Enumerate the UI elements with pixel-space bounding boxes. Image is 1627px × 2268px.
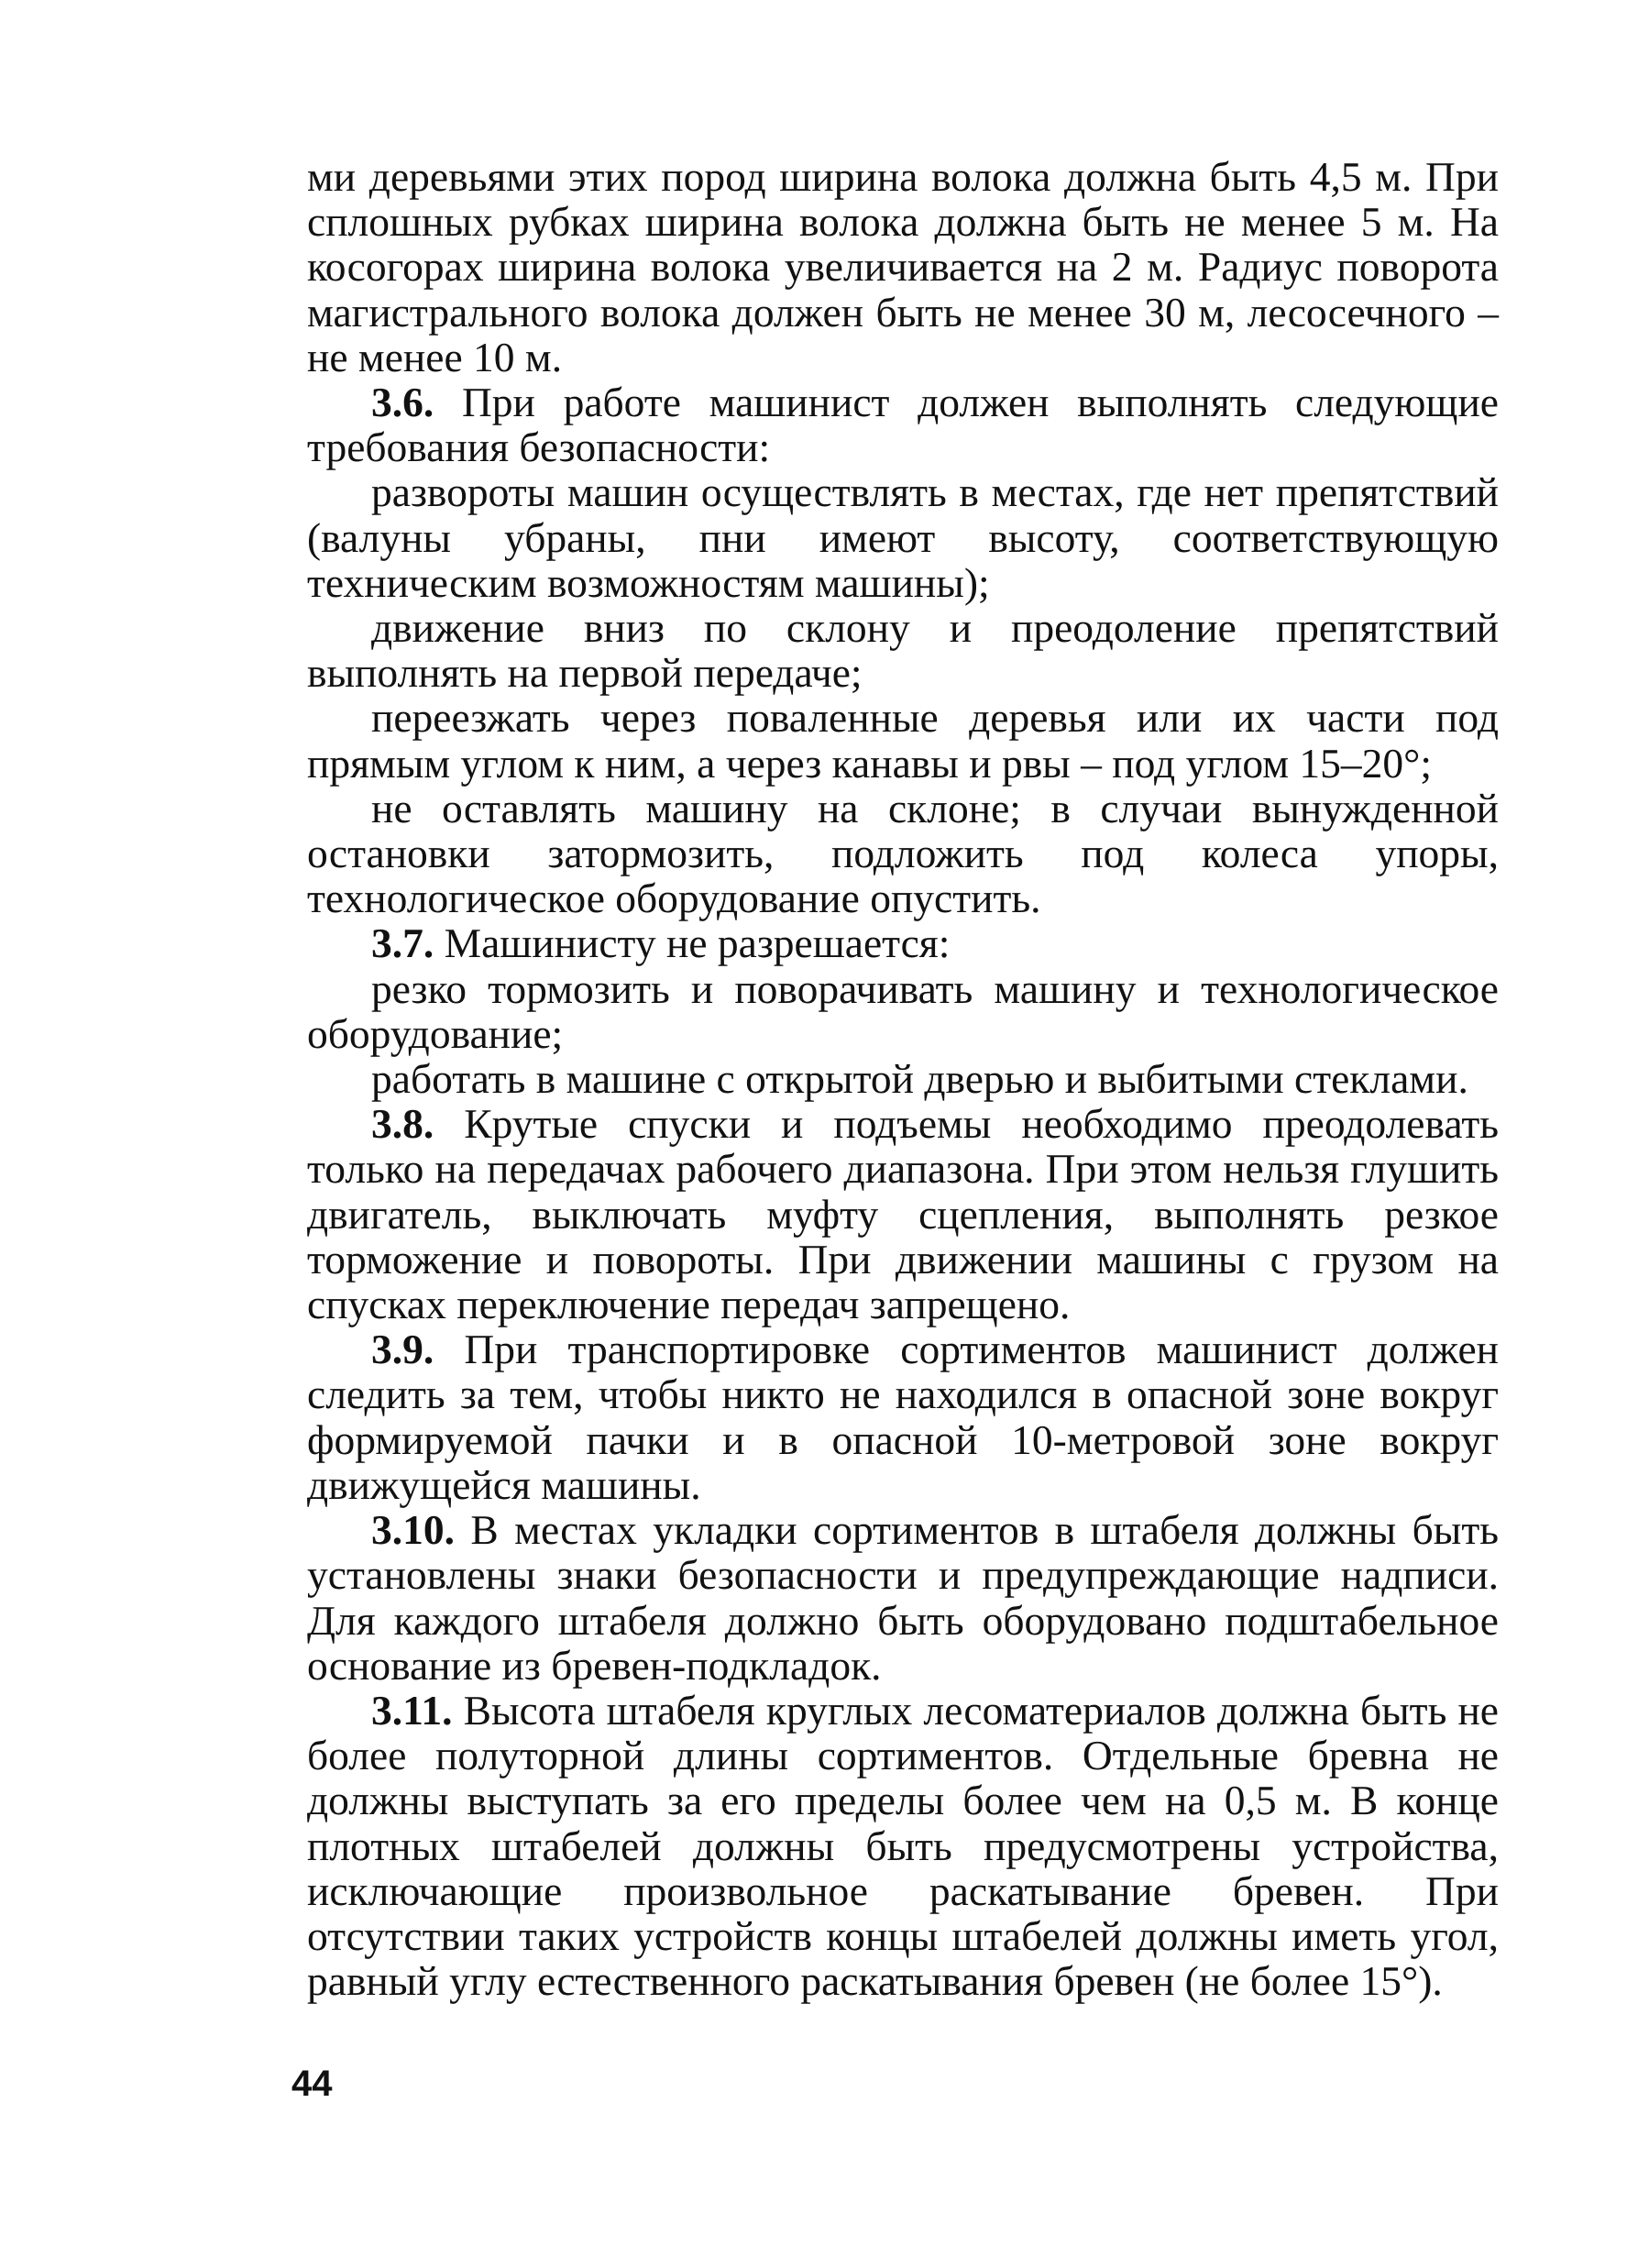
paragraph-text: резко тормозить и поворачивать машину и технологическое оборудование;: [307, 964, 1499, 1057]
clause-3-8: [307, 1101, 1499, 1327]
clause-3-6-item-4: [307, 786, 1499, 921]
clause-3-7-item-2: [307, 1056, 1499, 1101]
clause-3-6-item-3: [307, 695, 1499, 785]
paragraph-text: Машинисту не разрешается:: [444, 919, 951, 967]
clause-3-9: [307, 1327, 1499, 1507]
paragraph-text: ми деревьями этих пород ширина волока должна быть 4,5 м. При сплошных рубках ширина волока должна быть не менее 5 м. На косогорах ширина волока увеличивается на 2 м. Радиус поворота магистрального волока должен быть не менее 30 м, лесосечного – не менее 10 м.: [307, 153, 1499, 380]
paragraph-text: работать в машине с открытой дверью и выбитыми стеклами.: [371, 1055, 1468, 1103]
clause-number: 3.11.: [371, 1686, 453, 1734]
paragraph-text: переезжать через поваленные деревья или их части под прямым углом к ним, а через канавы и рвы – под углом 15–20°;: [307, 694, 1499, 787]
clause-number: 3.9.: [371, 1326, 434, 1373]
clause-3-7: [307, 920, 1499, 965]
paragraph-text: Крутые спуски и подъемы необходимо преодолевать только на передачах рабочего диапазона. При этом нельзя глушить двигатель, выключать муфту сцепления, выполнять резкое торможение и повороты. При движении машины с грузом на спусках переключение передач запрещено.: [307, 1100, 1500, 1328]
clause-number: 3.10.: [371, 1506, 455, 1554]
clause-3-10: [307, 1507, 1499, 1688]
clause-3-6: [307, 380, 1499, 469]
clause-3-11: [307, 1688, 1499, 2003]
clause-3-7-item-1: [307, 966, 1499, 1056]
clause-3-6-item-2: [307, 605, 1499, 695]
paragraph-text: движение вниз по склону и преодоление препятствий выполнять на первой передаче;: [307, 604, 1499, 697]
body-text: [307, 154, 1499, 2003]
clause-number: 3.6.: [371, 379, 434, 426]
paragraph-text: не оставлять машину на склоне; в случаи вынужденной остановки затормозить, подложить под колеса упоры, технологическое оборудование опустить.: [307, 784, 1499, 922]
paragraph-continuation: [307, 154, 1499, 380]
clause-3-6-item-1: [307, 469, 1499, 605]
page-number: 44: [291, 2064, 333, 2104]
paragraph-text: При работе машинист должен выполнять следующие требования безопасности:: [307, 379, 1499, 471]
clause-number: 3.8.: [371, 1100, 434, 1148]
paragraph-text: развороты машин осуществлять в местах, где нет препятствий (валуны убраны, пни имеют высоту, соответствующую техническим возможностям машины);: [307, 468, 1499, 606]
paragraph-text: При транспортировке сортиментов машинист должен следить за тем, чтобы никто не находился в опасной зоне вокруг формируемой пачки и в опасной 10-метровой зоне вокруг движущейся машины.: [307, 1326, 1500, 1508]
paragraph-text: Высота штабеля круглых лесоматериалов должна быть не более полуторной длины сортиментов. Отдельные бревна не должны выступать за его пределы более чем на 0,5 м. В конце плотных штабелей должны быть предусмотрены устройства, исключающие произвольное раскатывание бревен. При отсутствии таких устройств концы штабелей должны иметь угол, равный углу естественного раскатывания бревен (не более 15°).: [307, 1686, 1499, 2005]
clause-number: 3.7.: [371, 919, 434, 967]
paragraph-text: В местах укладки сортиментов в штабеля должны быть установлены знаки безопасности и предупреждающие надписи. Для каждого штабеля должно быть оборудовано подштабельное основание из бревен-подкладок.: [307, 1506, 1499, 1689]
